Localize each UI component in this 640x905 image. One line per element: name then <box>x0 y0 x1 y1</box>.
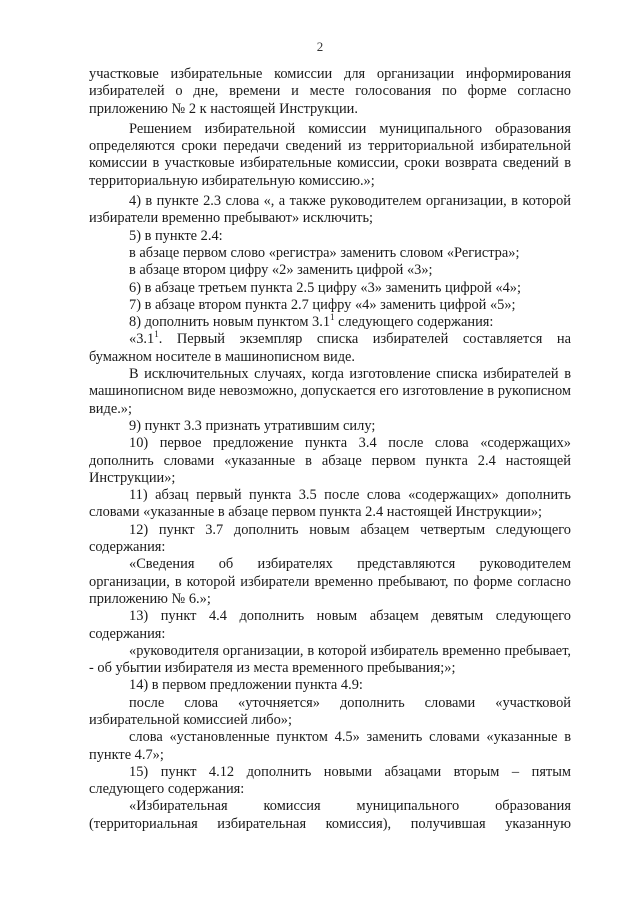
paragraph: 13) пункт 4.4 дополнить новым абзацем девятым следующего содержания: <box>89 608 571 642</box>
paragraph: 9) пункт 3.3 признать утратившим силу; <box>129 417 376 434</box>
paragraph <box>89 314 571 331</box>
paragraph-text: следующего содержания: <box>334 314 494 331</box>
paragraph: 14) в первом предложении пункта 4.9: <box>129 677 363 694</box>
paragraph: «Сведения об избирателях представляются руководителем организации, в которой избиратели временно пребывают, по форме согласно приложению № 6.»; <box>89 556 571 607</box>
paragraph: 11) абзац первый пункта 3.5 после слова «содержащих» дополнить словами «указанные в абзаце первом пункта 2.4 настоящей Инструкции»; <box>89 487 571 521</box>
paragraph: в абзаце первом слово «регистра» заменить словом «Регистра»; <box>129 244 520 261</box>
paragraph: в абзаце втором цифру «2» заменить цифрой «3»; <box>129 262 433 279</box>
paragraph: участковые избирательные комиссии для организации информирования избирателей о дне, времени и месте голосования по форме согласно приложению № 2 к настоящей Инструкции. <box>89 66 571 117</box>
paragraph-text: 8) дополнить новым пунктом 3.1 <box>129 314 331 331</box>
paragraph: «Избирательная комиссия муниципального образования (территориальная избирательная комиссия), получившая указанную <box>89 798 571 832</box>
paragraph: 4) в пункте 2.3 слова «, а также руководителем организации, в которой избиратели временно пребывают» исключить; <box>89 193 571 227</box>
document-body <box>89 66 571 833</box>
paragraph: слова «установленные пунктом 4.5» заменить словами «указанные в пункте 4.7»; <box>89 729 571 763</box>
page-number: 2 <box>316 39 324 54</box>
paragraph <box>89 331 571 366</box>
paragraph: 10) первое предложение пункта 3.4 после слова «содержащих» дополнить словами «указанные в абзаце первом пункта 2.4 настоящей Инструкции»; <box>89 435 571 486</box>
superscript: 1 <box>154 329 159 340</box>
paragraph: 12) пункт 3.7 дополнить новым абзацем четвертым следующего содержания: <box>89 521 571 556</box>
paragraph-text: . Первый экземпляр списка избирателей составляется на бумажном носителе в машинописном виде. <box>89 331 571 365</box>
superscript: 1 <box>330 312 335 323</box>
paragraph: 15) пункт 4.12 дополнить новыми абзацами вторым – пятым следующего содержания: <box>89 763 571 798</box>
paragraph: В исключительных случаях, когда изготовление списка избирателей в машинописном виде невозможно, допускается его изготовление в рукописном виде.»; <box>89 366 571 417</box>
paragraph: 6) в абзаце третьем пункта 2.5 цифру «3» заменить цифрой «4»; <box>129 279 521 296</box>
paragraph-text: «3.1 <box>129 331 155 348</box>
paragraph: после слова «уточняется» дополнить словами «участковой избирательной комиссией либо»; <box>89 694 571 728</box>
paragraph: Решением избирательной комиссии муниципального образования определяются сроки передачи сведений из территориальной избирательной комиссии в участковые избирательные комиссии, сроки возврата сведений в территориальную избирательную комиссию.»; <box>89 120 571 189</box>
paragraph: 7) в абзаце втором пункта 2.7 цифру «4» заменить цифрой «5»; <box>129 296 516 313</box>
paragraph: «руководителя организации, в которой избиратель временно пребывает, - об убытии избирателя из места временного пребывания;»; <box>89 642 571 677</box>
paragraph: 5) в пункте 2.4: <box>129 227 223 244</box>
